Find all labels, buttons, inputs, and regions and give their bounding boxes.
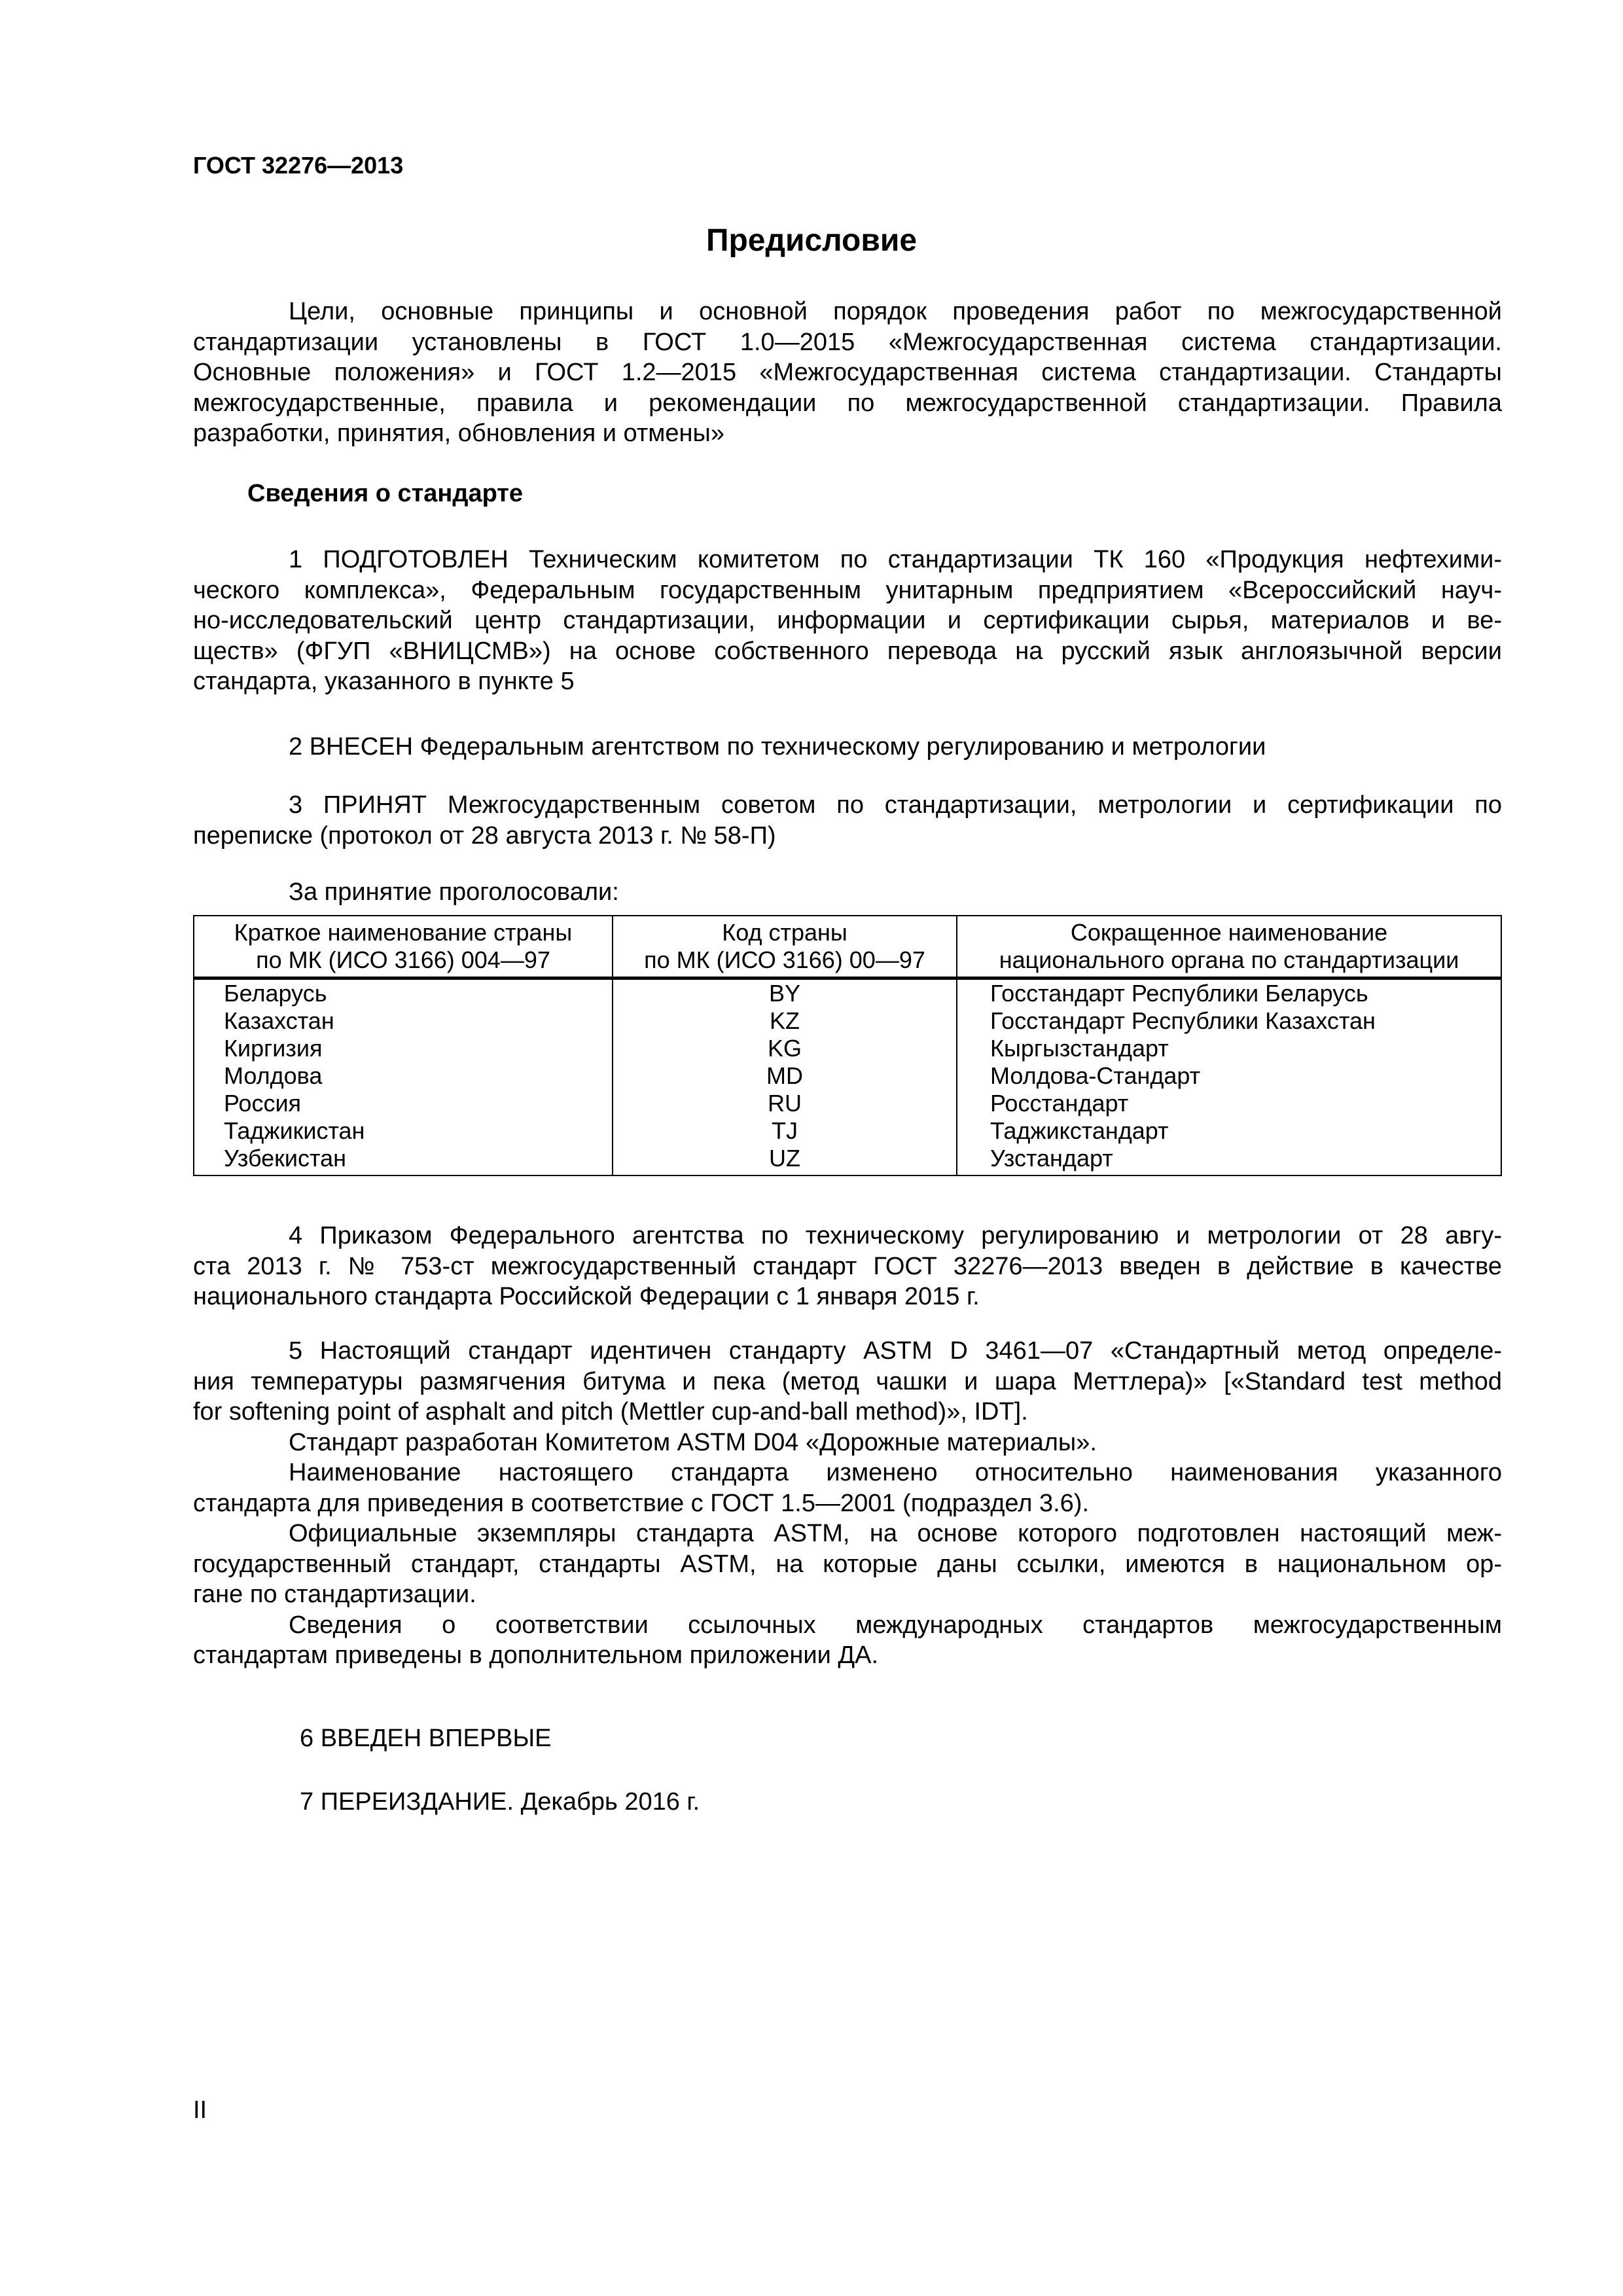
country-cell: Беларусь — [194, 978, 613, 1008]
header-line: Сокращенное наименование — [1070, 919, 1388, 946]
item-1-paragraph — [193, 545, 1502, 697]
organ-cell: Молдова-Стандарт — [957, 1062, 1501, 1090]
standard-code: ГОСТ 32276—2013 — [193, 152, 404, 179]
text-line: стандарта для приведения в соответствие с ГОСТ 1.5—2001 (подраздел 3.6). — [193, 1489, 1090, 1517]
preface-paragraph — [193, 296, 1502, 449]
country-cell: Узбекистан — [194, 1145, 613, 1175]
voting-table — [193, 915, 1502, 1176]
text-line: Основные положения» и ГОСТ 1.2—2015 «Межгосударственная система стандартизации. Стандарты — [193, 359, 1502, 386]
text-line: 4 Приказом Федерального агентства по техническому регулированию и метрологии от 28 авгу- — [289, 1222, 1502, 1249]
organ-cell: Узстандарт — [957, 1145, 1501, 1175]
text-line: стандарта, указанного в пункте 5 — [193, 668, 575, 695]
section-heading: Сведения о стандарте — [247, 480, 524, 507]
column-header-country — [194, 916, 613, 978]
text-line: Стандарт разработан Комитетом ASTM D04 «Дорожные материалы». — [289, 1428, 1097, 1456]
header-line: национального органа по стандартизации — [999, 946, 1459, 973]
text-line: национального стандарта Российской Федерации с 1 января 2015 г. — [193, 1283, 980, 1310]
country-cell: Россия — [194, 1090, 613, 1117]
table-header-row — [194, 916, 1501, 978]
header-line: Краткое наименование страны — [234, 919, 573, 946]
country-cell: Молдова — [194, 1062, 613, 1090]
table-row — [194, 1035, 1501, 1062]
column-header-code — [613, 916, 957, 978]
organ-cell: Госстандарт Республики Беларусь — [957, 978, 1501, 1008]
code-cell: RU — [613, 1090, 957, 1117]
organ-cell: Госстандарт Республики Казахстан — [957, 1007, 1501, 1035]
country-cell: Таджикистан — [194, 1117, 613, 1145]
text-line: государственный стандарт, стандарты ASTM, на которые даны ссылки, имеются в национальном ор- — [193, 1550, 1502, 1578]
text-line: 1 ПОДГОТОВЛЕН Техническим комитетом по стандартизации ТК 160 «Продукция нефтехими- — [289, 546, 1502, 573]
item-6-paragraph — [193, 1723, 1502, 1754]
text-line: ста 2013 г. № 753-ст межгосударственный стандарт ГОСТ 32276—2013 введен в действие в качестве — [193, 1252, 1502, 1280]
page-title: Предисловие — [705, 223, 918, 258]
header-line: по МК (ИСО 3166) 004—97 — [256, 946, 550, 973]
text-line: стандартизации установлены в ГОСТ 1.0—2015 «Межгосударственная система стандартизации. — [193, 328, 1502, 356]
vote-intro — [193, 877, 1502, 908]
text-line: ния температуры размягчения битума и пека (метод чашки и шара Меттлера)» [«Standard test method — [193, 1367, 1502, 1395]
text-line: 7 ПЕРЕИЗДАНИЕ. Декабрь 2016 г. — [300, 1788, 700, 1816]
text-line: ществ» (ФГУП «ВНИЦСМВ») на основе собственного перевода на русский язык англоязычной версии — [193, 637, 1502, 665]
table-row — [194, 1007, 1501, 1035]
table-row — [194, 1145, 1501, 1175]
code-cell: TJ — [613, 1117, 957, 1145]
text-line: Наименование настоящего стандарта изменено относительно наименования указанного — [289, 1459, 1502, 1486]
text-line: переписке (протокол от 28 августа 2013 г. № 58-П) — [193, 821, 776, 850]
text-line: разработки, принятия, обновления и отмены» — [193, 420, 724, 447]
text-line: Официальные экземпляры стандарта ASTM, на основе которого подготовлен настоящий меж- — [289, 1520, 1502, 1547]
item-2-paragraph — [193, 732, 1502, 762]
country-cell: Киргизия — [194, 1035, 613, 1062]
text-line: гане по стандартизации. — [193, 1581, 476, 1608]
text-line: межгосударственные, правила и рекомендации по межгосударственной стандартизации. Правила — [193, 389, 1502, 417]
code-cell: KG — [613, 1035, 957, 1062]
column-header-organ — [957, 916, 1501, 978]
code-cell: KZ — [613, 1007, 957, 1035]
item-7-paragraph — [193, 1787, 1502, 1818]
text-line: 3 ПРИНЯТ Межгосударственным советом по стандартизации, метрологии и сертификации по — [289, 791, 1502, 819]
text-line: for softening point of asphalt and pitch (Mettler cup-and-ball method)», IDT]. — [193, 1398, 1028, 1426]
code-cell: UZ — [613, 1145, 957, 1175]
text-line: Цели, основные принципы и основной порядок проведения работ по межгосударственной — [289, 298, 1502, 325]
text-line: За принятие проголосовали: — [289, 878, 619, 906]
text-line: 6 ВВЕДЕН ВПЕРВЫЕ — [300, 1725, 552, 1752]
page-number: II — [193, 2096, 207, 2124]
code-cell: BY — [613, 978, 957, 1008]
header-line: Код страны — [722, 919, 847, 946]
item-3-paragraph — [193, 790, 1502, 851]
table-row — [194, 978, 1501, 1008]
text-line: 2 ВНЕСЕН Федеральным агентством по техническому регулированию и метрологии — [289, 733, 1266, 761]
table-row — [194, 1117, 1501, 1145]
item-4-paragraph — [193, 1221, 1502, 1312]
text-line: ческого комплекса», Федеральным государственным унитарным предприятием «Всероссийский науч- — [193, 576, 1502, 604]
text-line: Сведения о соответствии ссылочных международных стандартов межгосударственным — [289, 1611, 1502, 1639]
organ-cell: Кыргызстандарт — [957, 1035, 1501, 1062]
text-line: 5 Настоящий стандарт идентичен стандарту ASTM D 3461—07 «Стандартный метод определе- — [289, 1337, 1502, 1365]
text-line: стандартам приведены в дополнительном приложении ДА. — [193, 1641, 879, 1669]
table-row — [194, 1062, 1501, 1090]
code-cell: MD — [613, 1062, 957, 1090]
text-line: но-исследовательский центр стандартизации, информации и сертификации сырья, материалов и ве- — [193, 607, 1502, 634]
item-5-paragraph — [193, 1336, 1502, 1671]
organ-cell: Таджикстандарт — [957, 1117, 1501, 1145]
country-cell: Казахстан — [194, 1007, 613, 1035]
header-line: по МК (ИСО 3166) 00—97 — [644, 946, 925, 973]
organ-cell: Росстандарт — [957, 1090, 1501, 1117]
table-row — [194, 1090, 1501, 1117]
